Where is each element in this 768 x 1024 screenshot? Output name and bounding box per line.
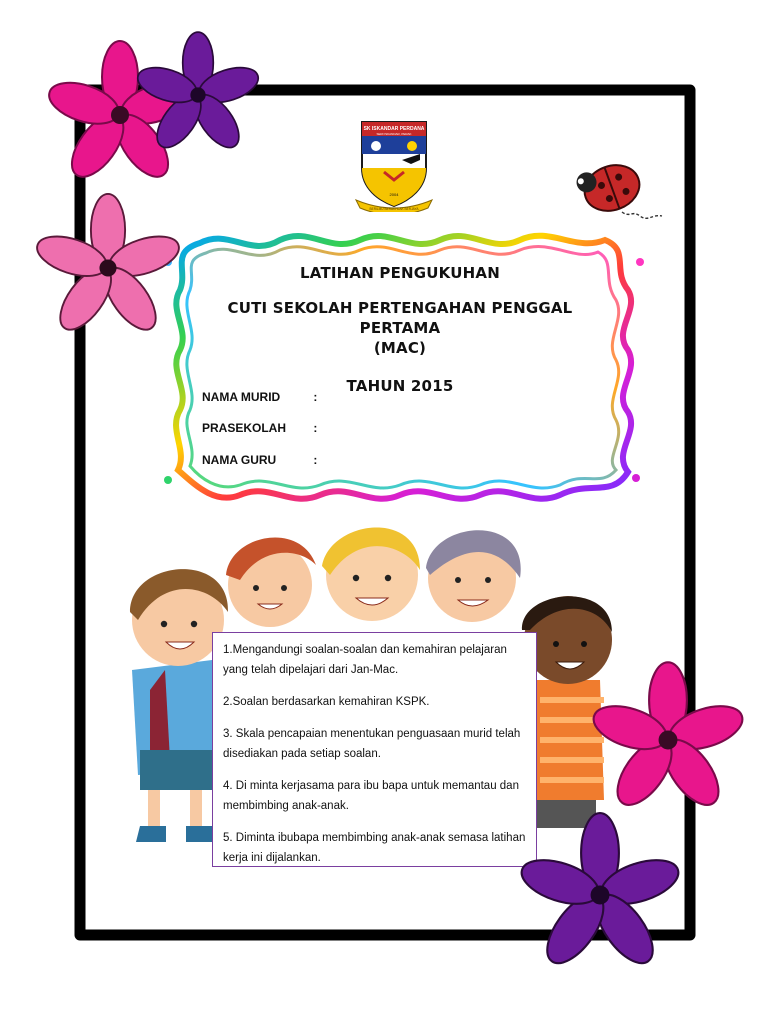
instruction-5: 5. Diminta ibubapa membimbing anak-anak semasa latihan kerja ini dijalankan. [223, 832, 526, 864]
title-line-2b: (MAC) [373, 339, 427, 357]
title-line-2: CUTI SEKOLAH PERTENGAHAN PENGGAL PERTAMA [227, 299, 573, 337]
instruction-4: 4. Di minta kerjasama para ibu bapa untuk memantau dan membimbing anak-anak. [223, 780, 519, 812]
instruction-3: 3. Skala pencapaian menentukan penguasaan murid telah disediakan pada setiap soalan. [223, 728, 521, 760]
flower-pink-icon [588, 662, 747, 814]
crest-motto-text: BERILMU BERAKHLAK BERJAYA [369, 207, 419, 211]
field-separator: : [313, 453, 318, 467]
field-label: NAMA GURU [202, 453, 277, 467]
field-label: NAMA MURID [202, 390, 281, 404]
title-line-1: LATIHAN PENGUKUHAN [300, 264, 500, 282]
field-separator: : [313, 390, 318, 404]
field-separator: : [313, 421, 318, 435]
crest-year-text: 2004 [389, 192, 399, 197]
instruction-2: 2.Soalan berdasarkan kemahiran KSPK. [223, 696, 430, 708]
crest-banner-text: SK ISKANDAR PERDANA [363, 126, 425, 132]
flower-purple-icon [516, 813, 683, 972]
instruction-1: 1.Mengandungi soalan-soalan dan kemahiran pelajaran yang telah dipelajari dari Jan-Mac. [223, 644, 507, 676]
crest-subtitle-text: SERI ISKANDAR, PERAK [376, 132, 412, 136]
field-label: PRASEKOLAH [202, 421, 287, 435]
title-line-3: TAHUN 2015 [346, 377, 454, 395]
